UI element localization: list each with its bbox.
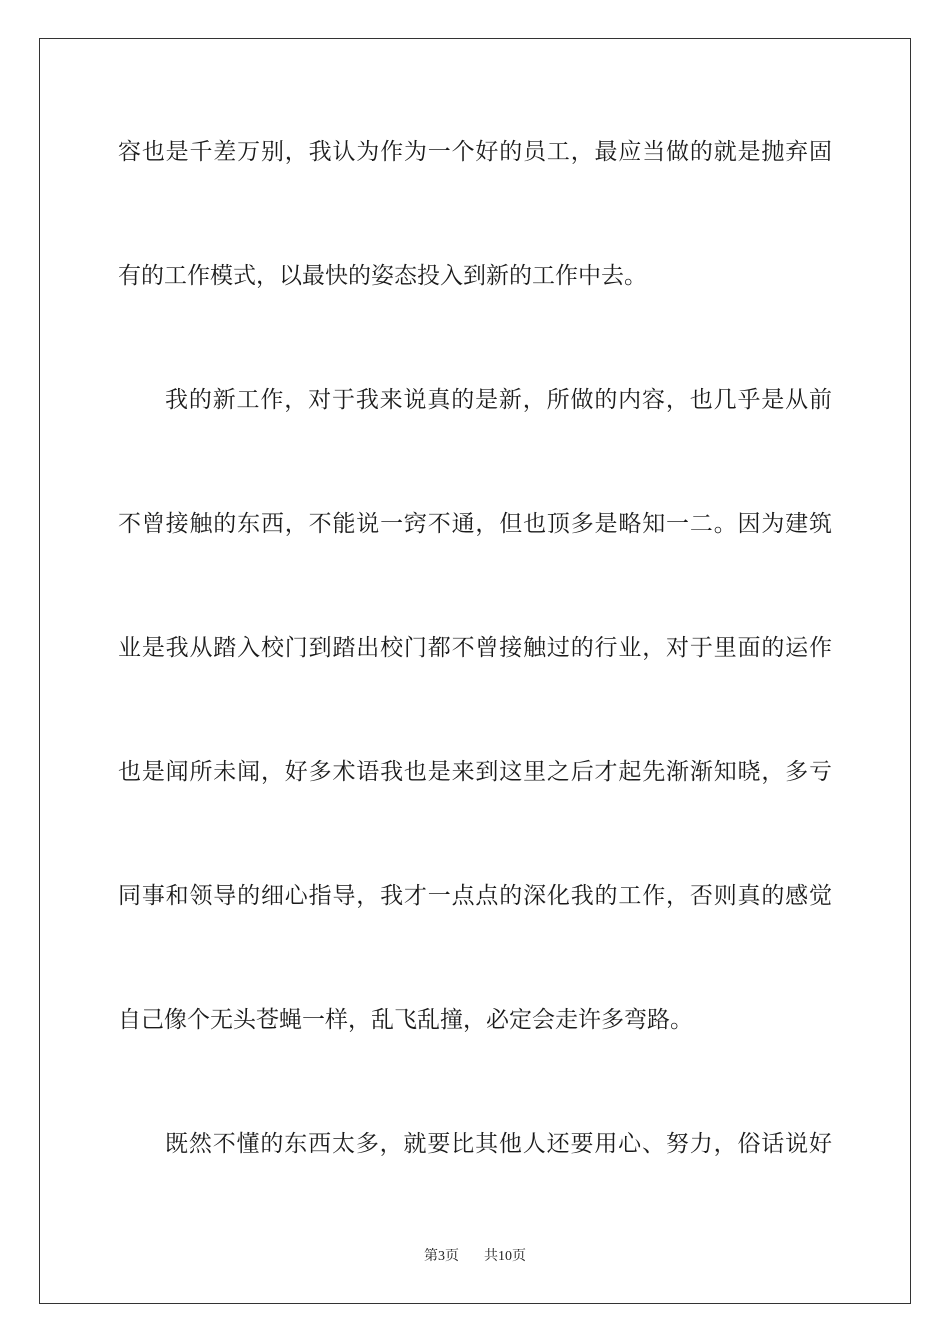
- text-line-4: 不曾接触的东西，不能说一窍不通，但也顶多是略知一二。因为建筑: [118, 511, 832, 537]
- text-line-2: 有的工作模式，以最快的姿态投入到新的工作中去。: [118, 263, 647, 289]
- text-line-6: 也是闻所未闻，好多术语我也是来到这里之后才起先渐渐知晓，多亏: [118, 759, 832, 785]
- page-footer: [0, 1245, 950, 1265]
- page-total: 共10页: [484, 1249, 526, 1264]
- text-line-8: 自己像个无头苍蝇一样，乱飞乱撞，必定会走许多弯路。: [118, 1007, 693, 1033]
- text-line-9: 既然不懂的东西太多，就要比其他人还要用心、努力，俗话说好: [165, 1131, 832, 1157]
- text-line-1: 容也是千差万别，我认为作为一个好的员工，最应当做的就是抛弃固: [118, 139, 832, 165]
- text-line-7: 同事和领导的细心指导，我才一点点的深化我的工作，否则真的感觉: [118, 883, 832, 909]
- page-border: [39, 38, 911, 1304]
- page-number: 第3页: [424, 1249, 459, 1264]
- text-line-5: 业是我从踏入校门到踏出校门都不曾接触过的行业，对于里面的运作: [118, 635, 832, 661]
- text-line-3: 我的新工作，对于我来说真的是新，所做的内容，也几乎是从前: [165, 387, 832, 413]
